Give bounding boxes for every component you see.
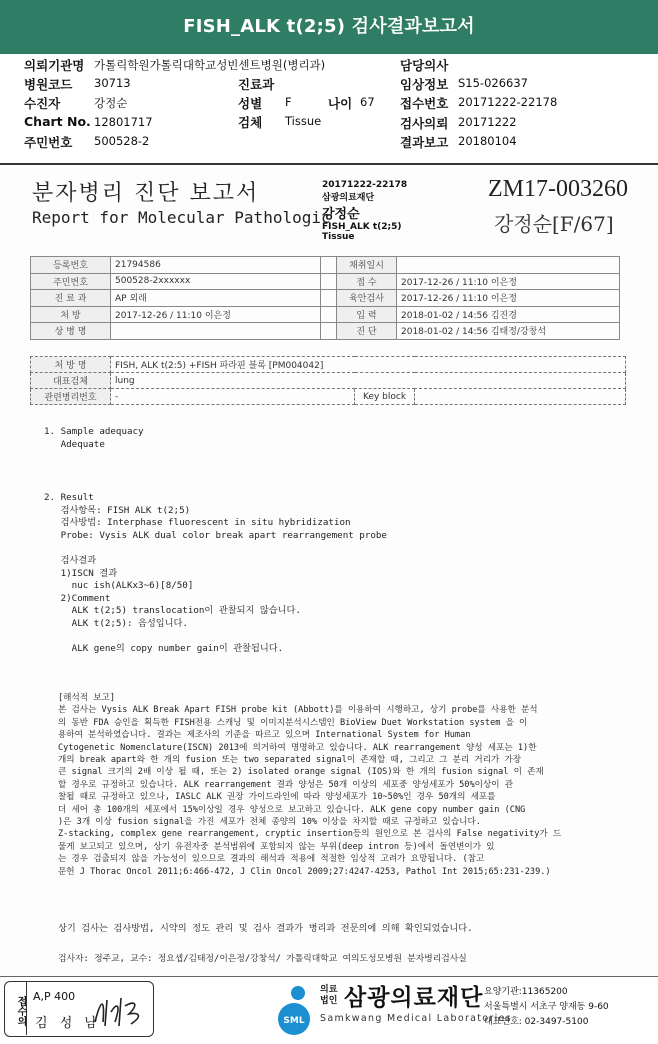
- stamp-name: 김 성 남: [35, 1016, 101, 1031]
- report-title-korean: 분자병리 진단 보고서: [32, 181, 260, 206]
- age-label: 나이: [328, 96, 353, 111]
- examiner-line: 검사자: 정주교, 교수: 정요셉/김태정/이은정/강창석/ 가톨릭대학교 여의도성모병원 분자병리검사실: [58, 954, 467, 964]
- header-divider: [0, 163, 658, 165]
- hospital-label: 의뢰기관명: [24, 58, 85, 73]
- patient-label: 수진자: [24, 96, 61, 111]
- table-cell: 2017-12-26 / 11:10 이은정: [111, 306, 321, 323]
- order-name-value: FISH, ALK t(2:5) +FISH 파라핀 블록 [PM004042]: [111, 357, 626, 373]
- lab-name: 삼광의료재단: [322, 193, 375, 203]
- request-label: 검사의뢰: [400, 116, 449, 131]
- request-info-header: [0, 54, 658, 166]
- table-cell: 2017-12-26 / 11:10 이은정: [397, 273, 620, 290]
- sex-label: 성별: [238, 96, 263, 111]
- table-row: [31, 273, 620, 290]
- table-cell: 2018-01-02 / 14:56 김태정/강창석: [397, 323, 620, 340]
- rrn-label: 주민번호: [24, 135, 73, 150]
- sml-logo-icon: [268, 981, 324, 1039]
- patient-tag: 강정순[F/67]: [494, 212, 614, 236]
- registration-table: [30, 256, 620, 340]
- sex-value: F: [285, 95, 292, 109]
- report-title: FISH_ALK t(2;5) 검사결과보고서: [183, 16, 475, 37]
- table-cell: 육안검사: [337, 290, 397, 307]
- result-section: 2. Result 검사항목: FISH ALK t(2;5) 검사방법: Interphase fluorescent in situ hybridization Probe: Vysis ALK dual color break apart rearrangement probe 검사결과 1)ISCN 결과 nuc ish(ALKx3~6)[8/50] 2)Comment ALK t(2;5) translocation이 관찰되지 않습니다. ALK t(2;5): 음성입니다. ALK gene의 copy number gain이 관찰됩니다.: [44, 492, 387, 655]
- receipt-label: 접수번호: [400, 96, 449, 111]
- age-value: 67: [360, 95, 375, 109]
- key-block-value: [415, 389, 626, 405]
- contact-info: [484, 985, 609, 1030]
- table-cell: 2017-12-26 / 11:10 이은정: [397, 290, 620, 307]
- table-cell: 처 방: [31, 306, 111, 323]
- chart-value: 12801717: [94, 115, 153, 129]
- institution-code: 요양기관:11365200: [484, 987, 568, 997]
- specimen-value: Tissue: [285, 114, 322, 128]
- address: 서울특별시 서초구 양재동 9-60: [484, 1002, 609, 1012]
- receipt-value: 20171222-22178: [458, 95, 558, 109]
- sample-adequacy-section: 1. Sample adequacy Adequate: [44, 426, 144, 450]
- stamp-label: 접수의: [5, 982, 27, 1035]
- request-value: 20171222: [458, 115, 517, 129]
- table-cell: 등록번호: [31, 257, 111, 274]
- corp-label: 의료법인: [320, 985, 338, 1006]
- specimen-label: 검체: [238, 115, 263, 130]
- table-row: [31, 306, 620, 323]
- table-cell: 500528-2xxxxxx: [111, 273, 321, 290]
- order-name-label: 처 방 명: [31, 357, 111, 373]
- scanned-report: [0, 168, 658, 976]
- logo-text: SML: [283, 1016, 305, 1026]
- table-cell: 진 단: [337, 323, 397, 340]
- main-specimen-label: 대표검체: [31, 373, 111, 389]
- order-table: [30, 356, 626, 405]
- stamp-ap: A,P 400: [33, 990, 76, 1003]
- key-block-label: Key block: [355, 389, 415, 405]
- table-cell: [321, 257, 337, 274]
- dept-label: 진료과: [238, 77, 275, 92]
- code-label: 병원코드: [24, 77, 73, 92]
- clinical-value: S15-026637: [458, 76, 528, 90]
- report-title-bar: [0, 0, 658, 54]
- clinical-label: 임상정보: [400, 77, 449, 92]
- related-path-label: 관련병리번호: [31, 389, 111, 405]
- table-cell: 주민번호: [31, 273, 111, 290]
- interpretation-section: [해석적 보고] 본 검사는 Vysis ALK Break Apart FISH probe kit (Abbott)를 이용하여 시행하고, 상기 probe를 사용한 분석 의 동반 FDA 승인을 획득한 FISH전용 스캐닝 및 이미지분석시스템인 BioView Duet Workstation system 을 이 용하여 분석하였습니다. 결과는 제조사의 기준을 따르고 있으며 International System for Human Cytogenetic Nomenclature(ISCN) 2013에 의거하여 명명하고 있습니다. ALK rearrangement 양성 세포는 1)한 개의 break apart와 한 개의 fusion 또는 two separated signal이 존재할 때, 그리고 그 분리 거리가 가장 큰 signal 크기의 2배 이상 될 때, 또는 2) isolated orange signal (IOS)와 한 개의 fusion signal 이 존재 할 경우로 규정하고 있습니다. ALK rearrangement 결과 양성은 50개 이상의 세포중 양성세포가 50%이상이 관 찰될 때로 규정하고 있으나, IASLC ALK 권장 가이드라인에 따라 양성세포가 10~50%인 경우 50개의 세포를 더 세어 총 100개의 세포에서 15%이상일 경우 양성으로 보고하고 있습니다. ALK gene copy number gain (CNG )은 3개 이상 fusion signal을 가진 세포가 전체 종양의 10% 이상을 차지할 때로 규정하고 있습니다. Z-stacking, complex gene rearrangement, cryptic insertion등의 원인으로 본 검사의 False negativity가 드 물게 보고되고 있으며, 상기 유전자중 분석범위에 포함되지 않는 부위(deep intron 등)에서 돌연변이가 있 는 경우 검출되지 않을 가능성이 있으므로 결과의 해석과 적용에 적절한 임상적 고려가 요망됩니다. (참고 문헌 J Thorac Oncol 2011;6:466-472, J Clin Oncol 2009;27:4247-4253, Pathol Int 2015;65:231-239.): [58, 693, 562, 877]
- table-cell: 입 력: [337, 306, 397, 323]
- code-value: 30713: [94, 76, 131, 90]
- chart-label: Chart No.: [24, 114, 91, 129]
- lab-test: FISH_ALK t(2;5): [322, 222, 402, 232]
- table-cell: [321, 290, 337, 307]
- main-specimen-value: lung: [111, 373, 626, 389]
- brand-english: Samkwang Medical Laboratories: [320, 1013, 512, 1024]
- brand-name: 삼광의료재단: [344, 985, 484, 1011]
- table-cell: 진 료 과: [31, 290, 111, 307]
- zm-code: ZM17-003260: [488, 176, 628, 202]
- lab-receipt: 20171222-22178: [322, 180, 408, 190]
- table-cell: 접 수: [337, 273, 397, 290]
- related-path-value: -: [111, 389, 355, 405]
- hospital-value: 가톨릭학원가톨릭대학교성빈센트병원(병리과): [94, 58, 326, 72]
- lab-specimen: Tissue: [322, 232, 355, 242]
- signature: [91, 992, 149, 1032]
- receipt-stamp: [4, 981, 154, 1037]
- table-cell: [321, 306, 337, 323]
- table-row: [31, 257, 620, 274]
- footer: [0, 976, 658, 1044]
- report-title-english: Report for Molecular Pathologic: [32, 208, 331, 227]
- table-row: [31, 323, 620, 340]
- phone: 대표번호: 02-3497-5100: [484, 1017, 589, 1027]
- table-cell: [321, 273, 337, 290]
- table-cell: 상 병 명: [31, 323, 111, 340]
- table-cell: AP 외래: [111, 290, 321, 307]
- rrn-value: 500528-2: [94, 134, 150, 148]
- table-cell: [321, 323, 337, 340]
- table-row: [31, 290, 620, 307]
- lab-patient: 강정순: [322, 207, 360, 222]
- table-cell: [111, 323, 321, 340]
- result-value: 20180104: [458, 134, 517, 148]
- table-cell: [397, 257, 620, 274]
- result-label: 결과보고: [400, 135, 449, 150]
- lab-label: [322, 180, 462, 242]
- table-cell: 21794586: [111, 257, 321, 274]
- table-cell: 채취일시: [337, 257, 397, 274]
- verification-note: 상기 검사는 검사방법, 시약의 정도 관리 및 검사 결과가 병리과 전문의에 의해 확인되었습니다.: [58, 923, 473, 934]
- doctor-label: 담당의사: [400, 58, 449, 73]
- patient-value: 강정순: [94, 96, 128, 110]
- table-cell: 2018-01-02 / 14:56 김진경: [397, 306, 620, 323]
